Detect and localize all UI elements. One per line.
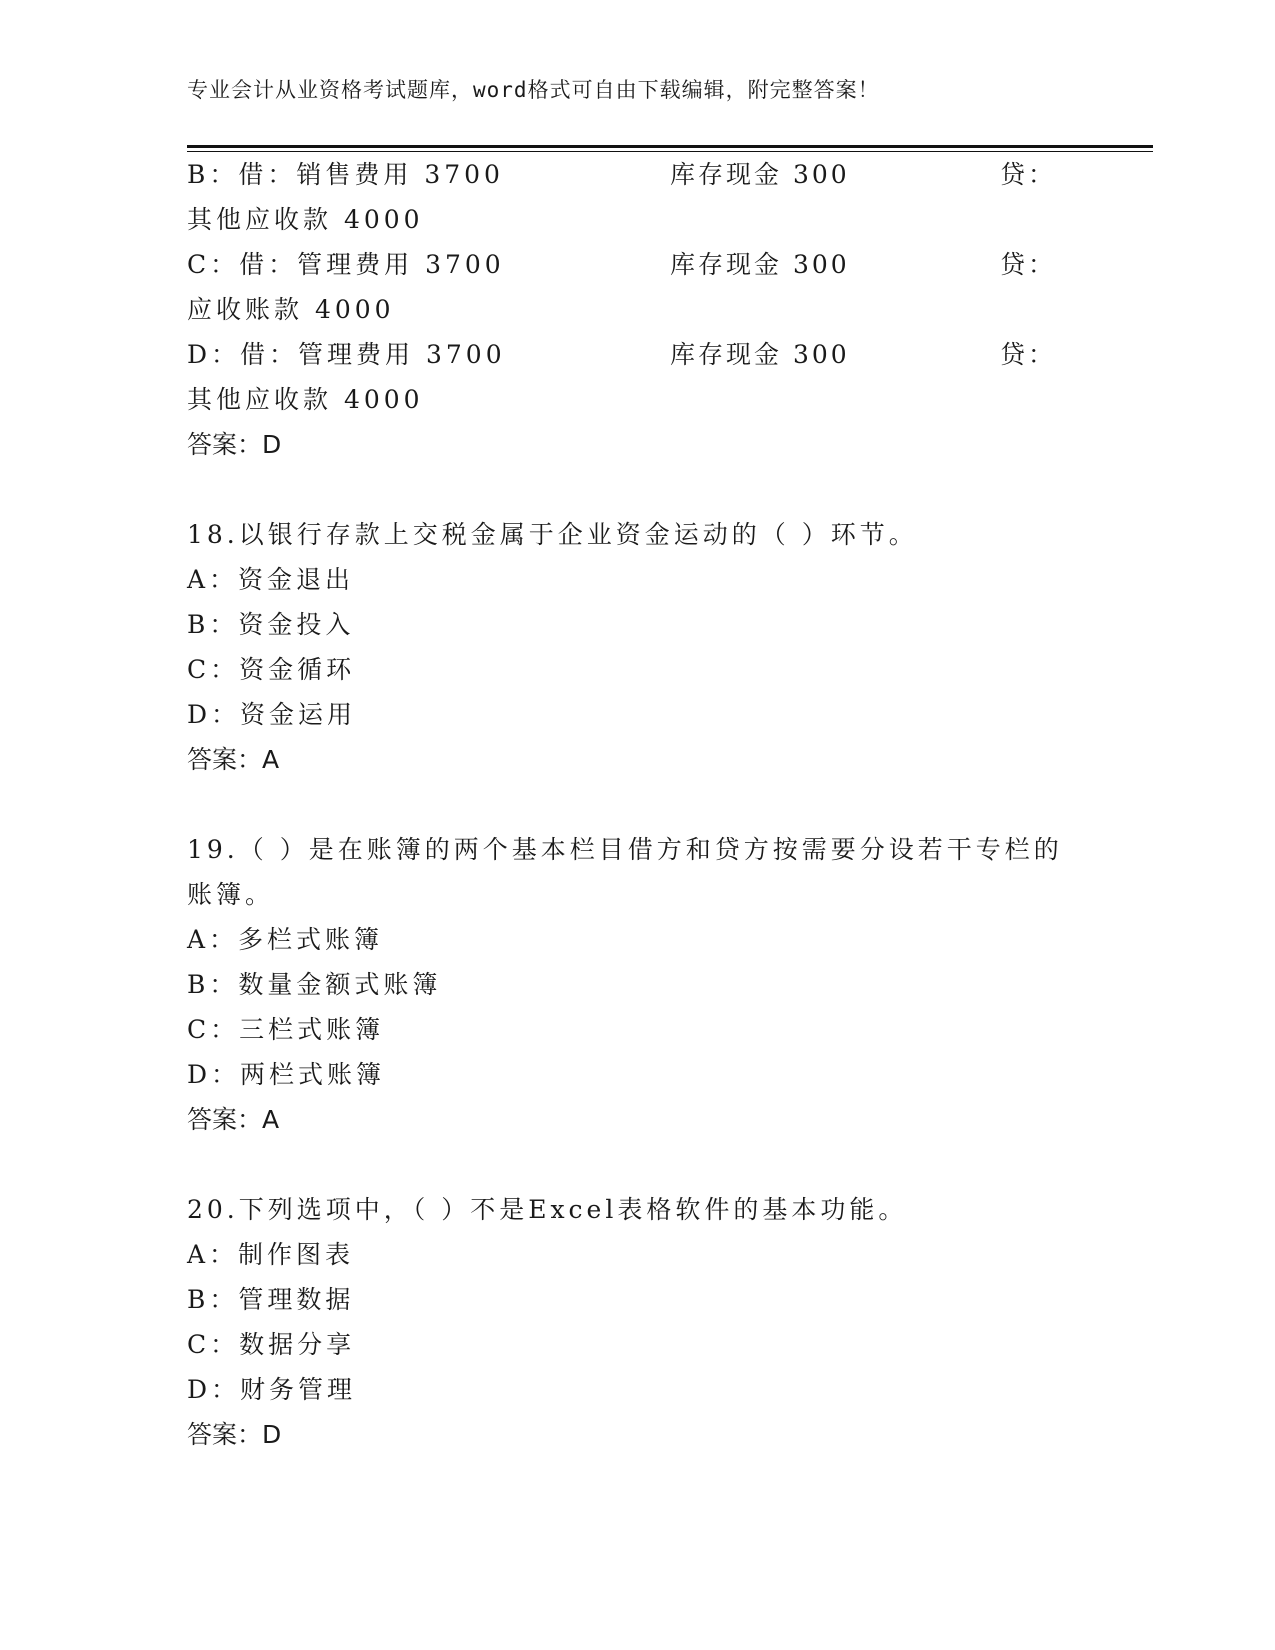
q17-option-d: D：借：管理费用 3700 <box>187 340 506 369</box>
q20-option-a: A：制作图表 <box>187 1240 355 1269</box>
q19-answer: 答案：A <box>187 1105 280 1134</box>
q19-stem: 19.（ ）是在账簿的两个基本栏目借方和贷方按需要分设若干专栏的 <box>187 835 1063 864</box>
q18-option-c: C：资金循环 <box>187 655 356 684</box>
q19-stem-cont: 账簿。 <box>187 880 275 909</box>
q19-option-c: C：三栏式账簿 <box>187 1015 385 1044</box>
q20-option-c: C：数据分享 <box>187 1330 356 1359</box>
page-header: 专业会计从业资格考试题库，word格式可自由下载编辑，附完整答案！ <box>187 78 880 102</box>
q17-option-c: C：借：管理费用 3700 <box>187 250 505 279</box>
q17-option-b-mid: 库存现金 300 <box>670 160 850 189</box>
q17-option-d-mid: 库存现金 300 <box>670 340 850 369</box>
q18-option-b: B：资金投入 <box>187 610 355 639</box>
q17-option-d-cont: 其他应收款 4000 <box>187 385 424 414</box>
q20-option-b: B：管理数据 <box>187 1285 355 1314</box>
q17-option-b-right: 贷： <box>1000 160 1057 189</box>
q17-option-b-cont: 其他应收款 4000 <box>187 205 424 234</box>
q18-option-a: A：资金退出 <box>187 565 355 594</box>
q18-answer: 答案：A <box>187 745 280 774</box>
q17-option-c-cont: 应收账款 4000 <box>187 295 395 324</box>
q19-option-d: D：两栏式账簿 <box>187 1060 386 1089</box>
q18-option-d: D：资金运用 <box>187 700 357 729</box>
q17-option-c-mid: 库存现金 300 <box>670 250 850 279</box>
q19-option-b: B：数量金额式账簿 <box>187 970 442 999</box>
q20-stem: 20.下列选项中，（ ）不是Excel表格软件的基本功能。 <box>187 1195 908 1224</box>
q17-option-b: B：借：销售费用 3700 <box>187 160 504 189</box>
q20-answer: 答案：D <box>187 1420 282 1449</box>
q17-option-c-right: 贷： <box>1000 250 1057 279</box>
q19-option-a: A：多栏式账簿 <box>187 925 384 954</box>
header-rule-thick <box>187 145 1153 148</box>
q17-option-d-right: 贷： <box>1000 340 1057 369</box>
q20-option-d: D：财务管理 <box>187 1375 357 1404</box>
q18-stem: 18.以银行存款上交税金属于企业资金运动的（ ）环节。 <box>187 520 918 549</box>
header-rule-thin <box>187 151 1153 152</box>
q17-answer: 答案：D <box>187 430 282 459</box>
